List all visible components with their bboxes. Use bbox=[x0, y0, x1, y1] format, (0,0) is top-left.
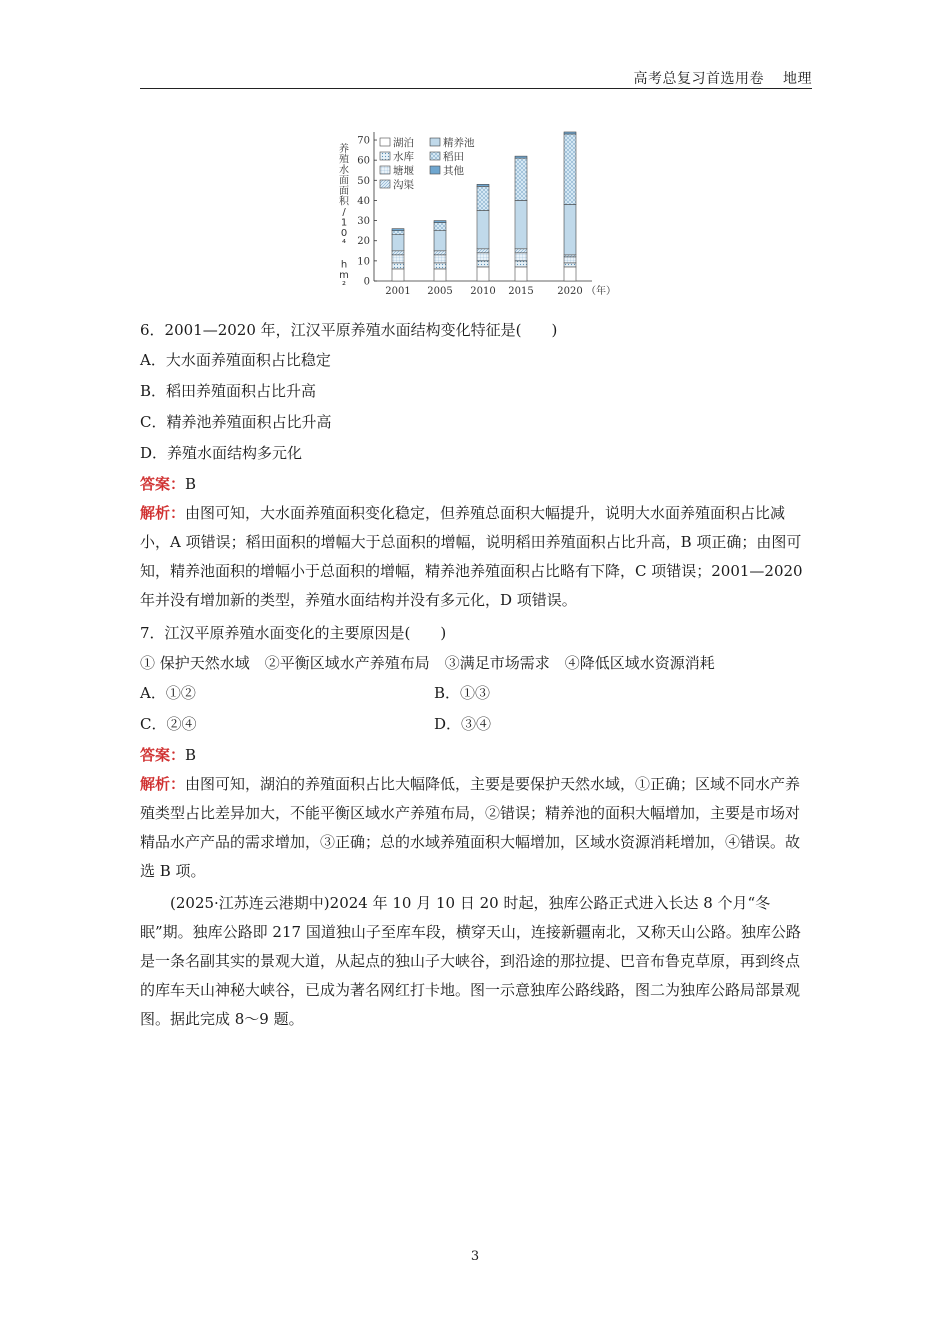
x-unit-label: （年） bbox=[586, 286, 616, 297]
aquaculture-stacked-bar-chart bbox=[330, 128, 620, 303]
bar-segment-其他 bbox=[477, 184, 489, 186]
bar-segment-湖泊 bbox=[564, 267, 576, 281]
bar-segment-塘堰 bbox=[477, 253, 489, 261]
y-axis-label-char: / bbox=[342, 207, 346, 218]
answer-value: B bbox=[185, 746, 197, 764]
bar-segment-湖泊 bbox=[477, 267, 489, 281]
bar-segment-沟渠 bbox=[515, 249, 527, 253]
legend-swatch bbox=[430, 166, 440, 174]
y-tick-label: 50 bbox=[357, 175, 370, 187]
bar-segment-水库 bbox=[515, 261, 527, 267]
question-7-option-c: C．②④ bbox=[140, 715, 197, 733]
bar-segment-其他 bbox=[515, 156, 527, 158]
legend-label: 湖泊 bbox=[393, 137, 414, 149]
x-tick-label: 2015 bbox=[508, 286, 534, 297]
y-axis-label-char: 养 bbox=[339, 144, 349, 155]
bar-segment-其他 bbox=[392, 229, 404, 231]
y-axis-label-char: 殖 bbox=[339, 154, 349, 166]
legend-swatch bbox=[380, 166, 390, 174]
legend-swatch bbox=[380, 152, 390, 160]
y-tick-label: 30 bbox=[357, 216, 370, 228]
bar-segment-塘堰 bbox=[434, 255, 446, 263]
x-tick-label: 2001 bbox=[385, 286, 411, 297]
y-axis-label bbox=[339, 142, 350, 292]
page-header bbox=[140, 66, 812, 89]
x-tick-label: 2010 bbox=[470, 286, 496, 297]
x-tick-label: 2005 bbox=[427, 286, 453, 297]
chart-bars bbox=[392, 132, 576, 281]
bar-segment-稻田 bbox=[477, 186, 489, 210]
bar-segment-稻田 bbox=[515, 158, 527, 200]
y-axis-label-char: 面 bbox=[339, 175, 349, 187]
answer-label: 答案： bbox=[140, 475, 186, 493]
legend-swatch bbox=[430, 138, 440, 146]
bar-segment-水库 bbox=[392, 263, 404, 269]
bar-segment-其他 bbox=[564, 132, 576, 134]
question-7-analysis bbox=[140, 770, 812, 886]
question-7-option-b: B．①③ bbox=[434, 684, 491, 702]
bar-segment-稻田 bbox=[564, 134, 576, 204]
x-tick-label: 2020 bbox=[557, 286, 583, 297]
chart-legend bbox=[380, 136, 475, 191]
bar-segment-沟渠 bbox=[392, 251, 404, 255]
legend-swatch bbox=[380, 138, 390, 146]
header-subject: 地理 bbox=[783, 71, 812, 87]
analysis-text: 由图可知，大水面养殖面积变化稳定，但养殖总面积大幅提升，说明大水面养殖面积占比减小，A 项错误；稻田面积的增幅大于总面积的增幅，说明稻田养殖面积占比升高，B 项正确；由图可知，精养池面积的增幅小于总面积的增幅，精养池养殖面积占比略有下降，C 项错误；2001—2020 年并没有增加新的类型，养殖水面结构并没有多元化，D 项错误。 bbox=[140, 504, 803, 609]
y-axis-label-char: h bbox=[340, 259, 348, 271]
legend-label: 水库 bbox=[393, 151, 414, 163]
y-axis-label-char: ² bbox=[341, 280, 347, 292]
legend-label: 精养池 bbox=[443, 137, 475, 149]
answer-label: 答案： bbox=[140, 746, 186, 764]
bar-segment-精养池 bbox=[515, 200, 527, 248]
bar-segment-稻田 bbox=[434, 223, 446, 231]
question-6-stem: 6．2001—2020 年，江汉平原养殖水面结构变化特征是( ) bbox=[140, 321, 558, 339]
y-tick-label: 20 bbox=[357, 236, 370, 248]
bar-segment-水库 bbox=[434, 263, 446, 269]
y-axis-label-char: m bbox=[339, 270, 349, 281]
legend-label: 稻田 bbox=[443, 151, 464, 163]
question-6-option-a: A．大水面养殖面积占比稳定 bbox=[140, 351, 331, 369]
y-tick-label: 40 bbox=[357, 195, 370, 207]
y-axis-label-char: 积 bbox=[339, 196, 349, 208]
bar-segment-湖泊 bbox=[392, 269, 404, 281]
y-axis-label-char: ⁴ bbox=[341, 238, 347, 250]
bar-segment-精养池 bbox=[477, 211, 489, 249]
bar-segment-塘堰 bbox=[515, 253, 527, 261]
question-6-option-d: D．养殖水面结构多元化 bbox=[140, 444, 303, 462]
y-axis-label-char: 0 bbox=[340, 228, 348, 239]
question-7-option-a: A．①② bbox=[140, 684, 196, 702]
y-axis-label-char: 1 bbox=[340, 217, 348, 229]
answer-value: B bbox=[185, 475, 197, 493]
bar-segment-沟渠 bbox=[564, 255, 576, 257]
header-text bbox=[620, 68, 812, 88]
page-number: 3 bbox=[470, 1249, 480, 1264]
y-axis-label-char: 面 bbox=[339, 186, 349, 197]
question-7-answer bbox=[140, 745, 196, 765]
bar-segment-精养池 bbox=[564, 204, 576, 254]
bar-segment-沟渠 bbox=[477, 249, 489, 253]
material-passage: (2025·江苏连云港期中)2024 年 10 月 10 日 20 时起，独库公路正式进入长达 8 个月“冬眠”期。独库公路即 217 国道独山子至库车段，横穿天山，连接新疆南北，又称天山公路。独库公路是一条名副其实的景观大道，从起点的独山子大峡谷，到沿途的那拉提、巴音布鲁克草原，再到终点的库车天山神秘大峡谷，已成为著名网红打卡地。图一示意独库公路线路，图二为独库公路局部景观图。据此完成 8～9 题。 bbox=[140, 894, 801, 1028]
y-tick-label: 0 bbox=[363, 276, 370, 288]
bar-segment-精养池 bbox=[434, 231, 446, 251]
legend-label: 其他 bbox=[443, 165, 464, 177]
bar-segment-湖泊 bbox=[515, 267, 527, 281]
y-axis-label-char: 水 bbox=[339, 165, 349, 176]
bar-segment-塘堰 bbox=[564, 257, 576, 263]
question-6-answer bbox=[140, 474, 196, 494]
y-tick-label: 70 bbox=[357, 135, 370, 147]
legend-swatch bbox=[380, 180, 390, 188]
question-6-analysis bbox=[140, 499, 812, 615]
bar-segment-稻田 bbox=[392, 231, 404, 235]
question-7-stem: 7．江汉平原养殖水面变化的主要原因是( ) bbox=[140, 624, 447, 642]
question-7-items: ① 保护天然水域 ②平衡区域水产养殖布局 ③满足市场需求 ④降低区域水资源消耗 bbox=[140, 654, 715, 672]
bar-segment-水库 bbox=[477, 261, 489, 267]
analysis-text: 由图可知，湖泊的养殖面积占比大幅降低，主要是要保护天然水域，①正确；区域不同水产养殖类型占比差异加大，不能平衡区域水产养殖布局，②错误；精养池的面积大幅增加，主要是市场对精品水产产品的需求增加，③正确；总的水域养殖面积大幅增加，区域水资源消耗增加，④错误。故选 B 项。 bbox=[140, 775, 801, 880]
bar-segment-精养池 bbox=[392, 235, 404, 251]
question-7-option-d: D．③④ bbox=[434, 715, 492, 733]
y-tick-label: 60 bbox=[357, 155, 370, 167]
legend-label: 沟渠 bbox=[393, 179, 414, 191]
bar-segment-沟渠 bbox=[434, 251, 446, 255]
question-6-option-c: C．精养池养殖面积占比升高 bbox=[140, 413, 332, 431]
analysis-label: 解析： bbox=[140, 504, 186, 522]
header-book-title: 高考总复习首选用卷 bbox=[633, 71, 765, 87]
bar-segment-水库 bbox=[564, 263, 576, 267]
question-6-option-b: B．稻田养殖面积占比升高 bbox=[140, 382, 317, 400]
bar-segment-其他 bbox=[434, 221, 446, 223]
analysis-label: 解析： bbox=[140, 775, 186, 793]
y-tick-label: 10 bbox=[357, 256, 370, 268]
legend-label: 塘堰 bbox=[393, 165, 414, 177]
legend-swatch bbox=[430, 152, 440, 160]
bar-segment-湖泊 bbox=[434, 269, 446, 281]
bar-segment-塘堰 bbox=[392, 255, 404, 263]
